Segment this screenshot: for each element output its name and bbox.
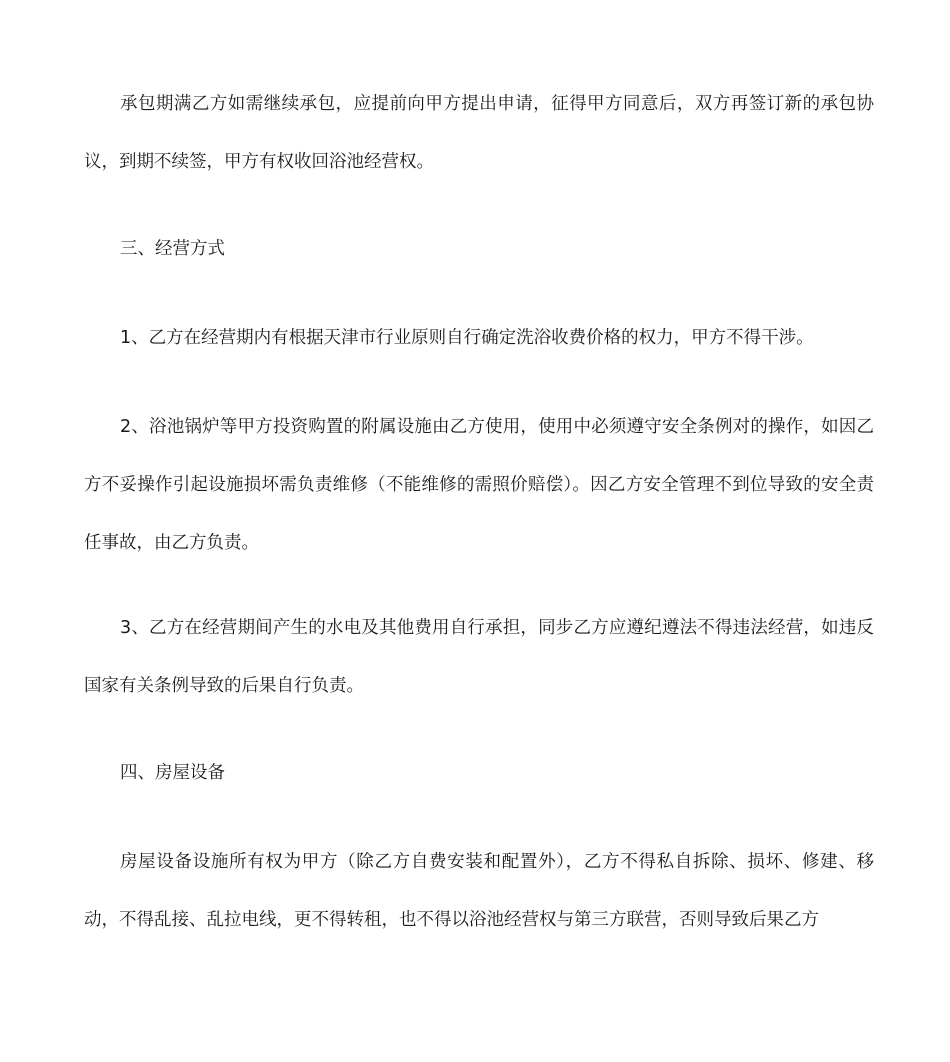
paragraph-facilities: 2、浴池锅炉等甲方投资购置的附属设施由乙方使用，使用中必须遵守安全条例对的操作，如因乙方不妥操作引起设施损坏需负责维修（不能维修的需照价赔偿）。因乙方安全管理不到位导致的安全责任事故，由乙方负责。	[84, 417, 874, 553]
paragraph-equipment-ownership: 房屋设备设施所有权为甲方（除乙方自费安装和配置外），乙方不得私自拆除、损坏、修建、移动，不得乱接、乱拉电线，更不得转租，也不得以浴池经营权与第三方联营，否则导致后果乙方	[84, 852, 874, 930]
paragraph-expenses: 3、乙方在经营期间产生的水电及其他费用自行承担，同步乙方应遵纪遵法不得违法经营，如违反国家有关条例导致的后果自行负责。	[84, 618, 874, 696]
heading-operation-mode: 三、经营方式	[120, 239, 225, 259]
paragraph-renewal: 承包期满乙方如需继续承包，应提前向甲方提出申请，征得甲方同意后，双方再签订新的承包协议，到期不续签，甲方有权收回浴池经营权。	[84, 94, 874, 172]
heading-house-equipment: 四、房屋设备	[120, 763, 225, 783]
paragraph-pricing: 1、乙方在经营期内有根据天津市行业原则自行确定洗浴收费价格的权力，甲方不得干涉。	[120, 328, 814, 348]
